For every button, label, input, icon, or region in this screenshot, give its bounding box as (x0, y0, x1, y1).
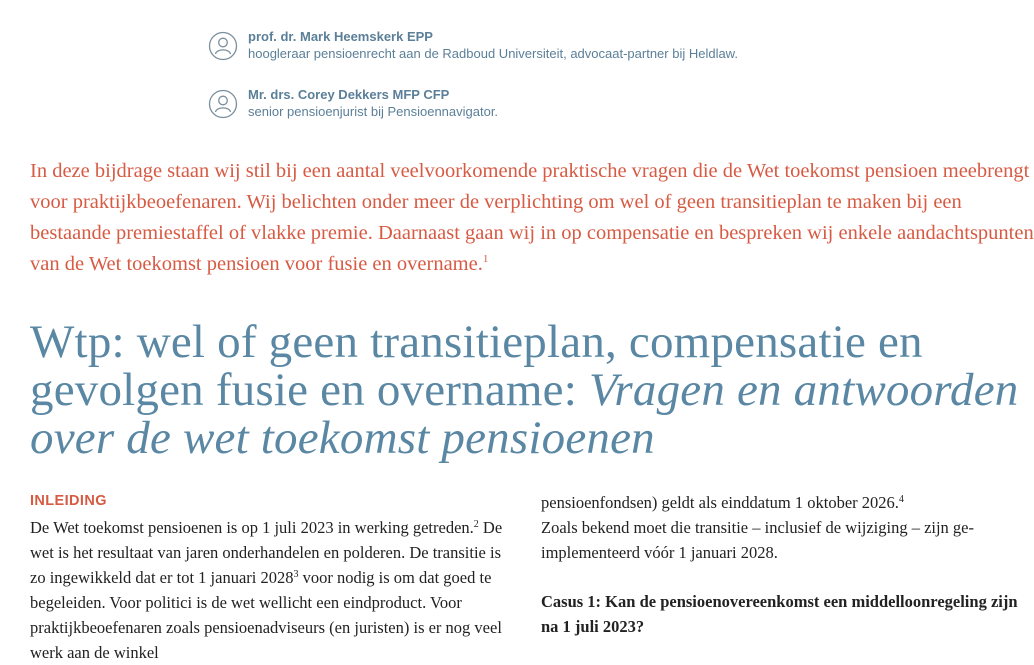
right-column (541, 490, 1034, 639)
title-subtitle: Vragen en antwoorden over de wet toekomst pensioenen (30, 364, 1019, 464)
article-title (30, 318, 1034, 462)
intro-lead (30, 156, 1034, 280)
author-role: hoogleraar pensioenrecht aan de Radboud Universiteit, advocaat-partner bij Heldlaw. (248, 46, 738, 61)
author-card (208, 28, 1028, 86)
author-name: Mr. drs. Corey Dekkers MFP CFP (248, 87, 450, 102)
body-text: pensioenfondsen) geldt als einddatum 1 oktober 2026. (541, 493, 899, 512)
footnote-ref[interactable]: 4 (898, 494, 904, 505)
footnote-ref[interactable]: 2 (473, 519, 479, 530)
body-paragraph (541, 490, 1034, 515)
footnote-ref[interactable]: 1 (482, 253, 489, 265)
body-paragraph (30, 515, 512, 665)
body-text: De wet is het resultaat van jaren onderhandelen en polderen. De transitie is zo ingewikkeld dat er tot 1 januari 2028 (30, 518, 503, 587)
case-heading: Casus 1: Kan de pensioenovereenkomst een middelloonregeling zijn na 1 juli 2023? (541, 592, 1018, 636)
body-text: De Wet toekomst pensioenen is op 1 juli 2023 in werking getreden. (30, 518, 474, 537)
author-role: senior pensioenjurist bij Pensioennavigator. (248, 104, 499, 119)
person-icon (208, 89, 238, 119)
intro-text: In deze bijdrage staan wij stil bij een aantal veelvoorkomende praktische vragen die de Wet toekomst pensioen meebrengt voor praktijkbeoefenaren. Wij belichten onder meer de verplichting om wel of geen transitieplan te maken bij een bestaande premiestaffel of vlakke premie. Daarnaast gaan wij in op compensatie en bespreken wij enkele aandachtspunten van de Wet toekomst pensioen voor fusie en overname. (30, 160, 1034, 275)
left-column (30, 490, 512, 665)
footnote-ref[interactable]: 3 (293, 569, 299, 580)
intro-paragraph (30, 156, 1034, 280)
title-main: Wtp: wel of geen transitieplan, compensatie en gevolgen fusie en overname: (30, 316, 923, 416)
body-text: voor nodig is om dat goed te begeleiden. Voor politici is de wet wellicht een eindproduct. Voor praktijkbeoefenaren zoals pensioenadviseurs (en juristen) is er nog veel werk aan de winkel (30, 568, 502, 662)
section-heading: INLEIDING (30, 493, 107, 509)
author-card (208, 86, 1028, 144)
body-paragraph: Zoals bekend moet die transitie – inclusief de wijziging – zijn geimplementeerd vóór 1 januari 2028. (541, 518, 975, 562)
author-name: prof. dr. Mark Heemskerk EPP (248, 29, 433, 44)
person-icon (208, 31, 238, 61)
author-list (208, 28, 1028, 144)
